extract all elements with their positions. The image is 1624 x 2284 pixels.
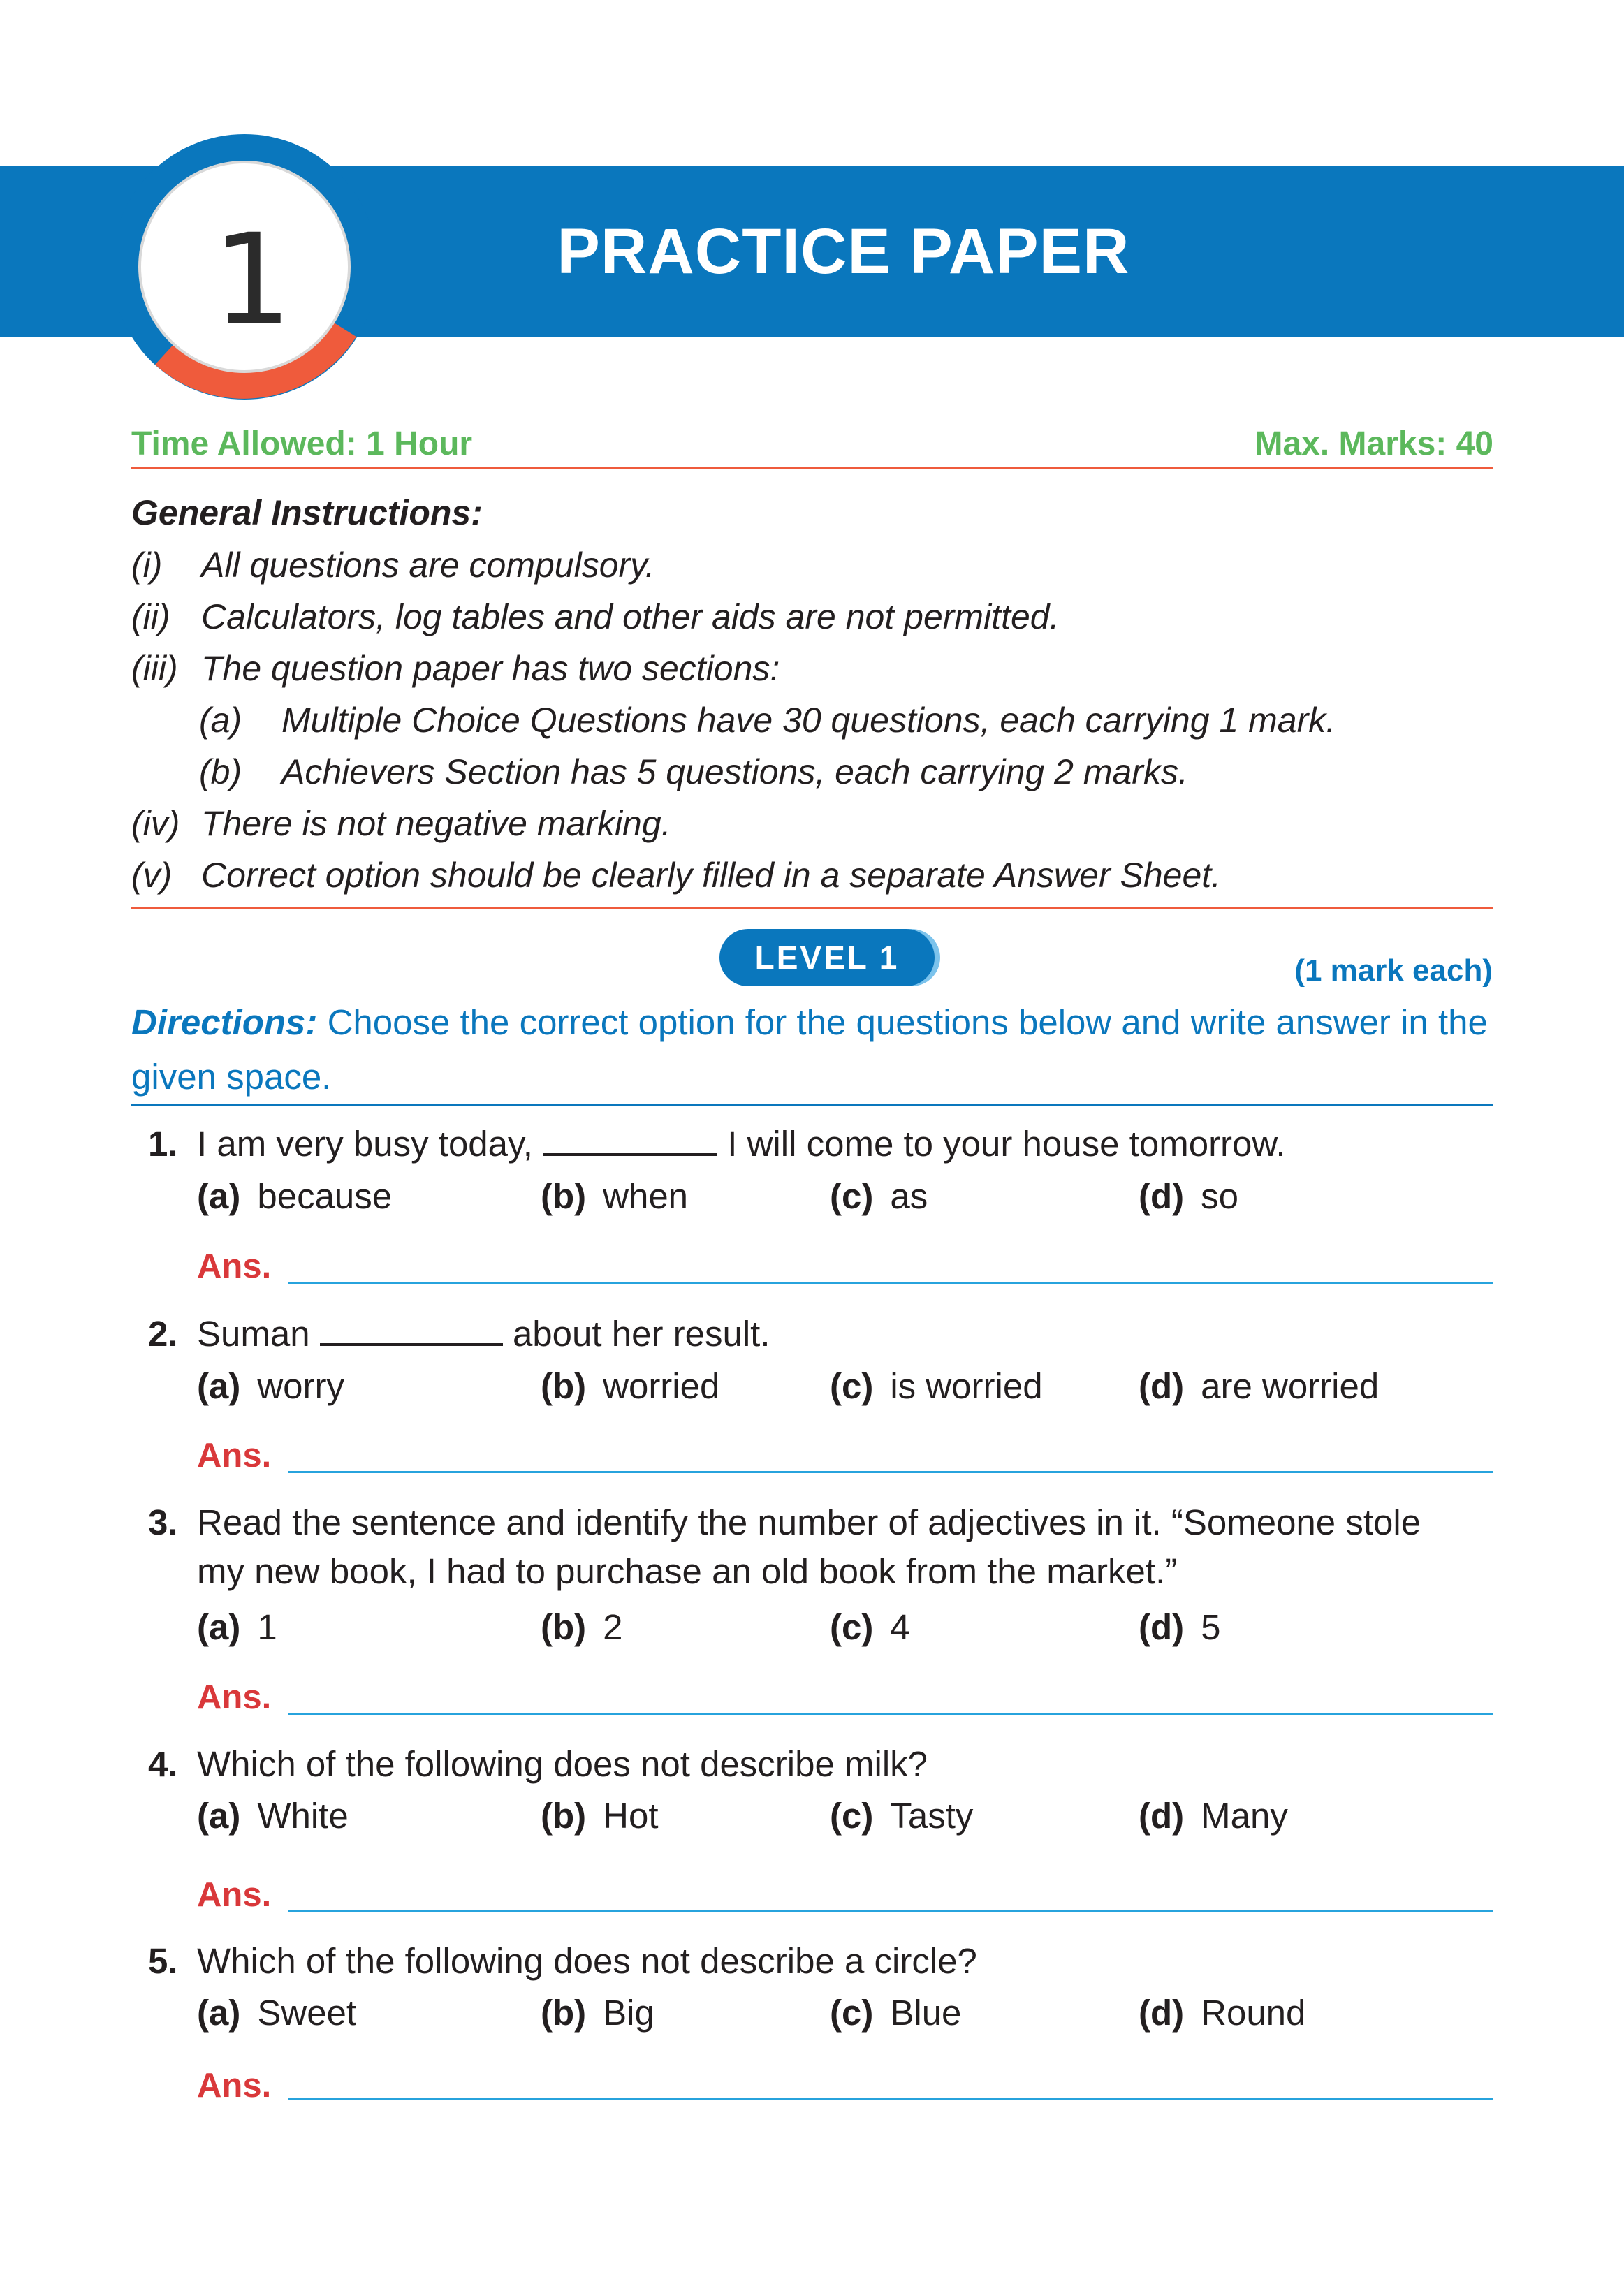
question-4: 4. Which of the following does not describe milk?	[148, 1744, 928, 1784]
paper-number: 1	[212, 207, 293, 353]
option-text: are worried	[1201, 1366, 1380, 1406]
option-a[interactable]	[197, 1992, 356, 2033]
option-c[interactable]	[830, 1176, 928, 1217]
option-text: Sweet	[257, 1993, 357, 2033]
question-1-options	[197, 1176, 1493, 1229]
option-letter: (d)	[1139, 1176, 1185, 1216]
option-text: because	[257, 1176, 393, 1216]
option-d[interactable]	[1139, 1795, 1288, 1836]
answer-line[interactable]	[288, 1910, 1493, 1912]
directions	[131, 995, 1493, 1104]
option-letter: (a)	[197, 1796, 241, 1836]
option-letter: (a)	[197, 1993, 241, 2033]
answer-line[interactable]	[288, 1713, 1493, 1715]
meta-row	[131, 419, 1493, 468]
option-letter: (a)	[197, 1366, 241, 1406]
option-text: Tasty	[890, 1796, 974, 1836]
option-text: as	[890, 1176, 928, 1216]
question-3: 3. Read the sentence and identify the number of adjectives in it. “Someone stole	[148, 1502, 1421, 1542]
divider	[131, 467, 1493, 469]
option-letter: (d)	[1139, 1796, 1185, 1836]
option-a[interactable]	[197, 1176, 392, 1217]
max-marks: Max. Marks: 40	[1254, 425, 1493, 462]
option-text: Blue	[890, 1993, 962, 2033]
divider	[131, 907, 1493, 909]
question-2: 2. Suman about her result.	[148, 1308, 1493, 1361]
option-text: when	[603, 1176, 689, 1216]
marks-per-question: (1 mark each)	[1294, 953, 1493, 988]
option-b[interactable]	[541, 1992, 654, 2033]
instruction-item: (iv) There is not negative marking.	[131, 804, 671, 843]
answer-blank	[543, 1121, 717, 1156]
option-d[interactable]	[1139, 1992, 1305, 2033]
option-text: 5	[1201, 1607, 1221, 1647]
question-3-continued: my new book, I had to purchase an old book from the market.”	[197, 1551, 1178, 1591]
question-5-options	[197, 1992, 1493, 2045]
instruction-item: (i) All questions are compulsory.	[131, 546, 655, 585]
option-letter: (c)	[830, 1176, 874, 1216]
instruction-item: (ii) Calculators, log tables and other aids are not permitted.	[131, 597, 1060, 636]
option-letter: (b)	[541, 1796, 587, 1836]
option-letter: (b)	[541, 1176, 587, 1216]
option-letter: (b)	[541, 1607, 587, 1647]
option-text: so	[1201, 1176, 1238, 1216]
option-a[interactable]	[197, 1795, 349, 1836]
instruction-item: (v) Correct option should be clearly filled in a separate Answer Sheet.	[131, 856, 1222, 895]
divider	[131, 1104, 1493, 1106]
answer-line[interactable]	[288, 1282, 1493, 1284]
directions-text: Choose the correct option for the questions below and write answer in the given space.	[131, 1002, 1488, 1097]
time-allowed: Time Allowed: 1 Hour	[131, 425, 473, 462]
option-c[interactable]	[830, 1606, 910, 1648]
option-text: 4	[890, 1607, 910, 1647]
option-c[interactable]	[830, 1795, 973, 1836]
answer-label: Ans.	[197, 2067, 272, 2104]
option-d[interactable]	[1139, 1606, 1221, 1648]
page-title: PRACTICE PAPER	[557, 215, 1130, 287]
option-b[interactable]	[541, 1176, 688, 1217]
option-letter: (a)	[197, 1176, 241, 1216]
option-text: Hot	[603, 1796, 659, 1836]
option-letter: (c)	[830, 1607, 874, 1647]
option-letter: (a)	[197, 1607, 241, 1647]
instruction-subitem: (a) Multiple Choice Questions have 30 questions, each carrying 1 mark.	[199, 701, 1336, 740]
option-letter: (c)	[830, 1796, 874, 1836]
answer-blank	[320, 1311, 503, 1346]
answer-line[interactable]	[288, 2098, 1493, 2100]
instruction-item: (iii) The question paper has two sections:	[131, 649, 780, 688]
instruction-subitem: (b) Achievers Section has 5 questions, each carrying 2 marks.	[199, 752, 1188, 791]
option-text: White	[257, 1796, 349, 1836]
option-text: worry	[257, 1366, 345, 1406]
answer-line[interactable]	[288, 1471, 1493, 1473]
option-letter: (d)	[1139, 1366, 1185, 1406]
option-letter: (b)	[541, 1993, 587, 2033]
answer-label: Ans.	[197, 1876, 272, 1914]
option-a[interactable]	[197, 1366, 344, 1407]
level-badge: LEVEL 1	[719, 929, 935, 986]
option-letter: (d)	[1139, 1607, 1185, 1647]
instructions-title: General Instructions:	[131, 493, 483, 532]
option-text: Big	[603, 1993, 654, 2033]
option-text: Many	[1201, 1796, 1288, 1836]
question-1: 1. I am very busy today, I will come to your house tomorrow.	[148, 1118, 1493, 1171]
answer-label: Ans.	[197, 1678, 272, 1716]
option-b[interactable]	[541, 1606, 623, 1648]
question-4-options	[197, 1795, 1493, 1848]
option-a[interactable]	[197, 1606, 277, 1648]
option-d[interactable]	[1139, 1366, 1379, 1407]
option-text: Round	[1201, 1993, 1306, 2033]
option-letter: (c)	[830, 1366, 874, 1406]
question-5: 5. Which of the following does not describe a circle?	[148, 1941, 977, 1981]
question-3-options	[197, 1606, 1493, 1660]
option-text: is worried	[890, 1366, 1043, 1406]
option-text: 1	[257, 1607, 277, 1647]
option-text: worried	[603, 1366, 720, 1406]
option-text: 2	[603, 1607, 623, 1647]
answer-label: Ans.	[197, 1437, 272, 1474]
option-d[interactable]	[1139, 1176, 1238, 1217]
option-c[interactable]	[830, 1992, 961, 2033]
option-b[interactable]	[541, 1366, 719, 1407]
directions-label: Directions:	[131, 1002, 318, 1042]
option-letter: (d)	[1139, 1993, 1185, 2033]
question-2-options	[197, 1366, 1493, 1419]
option-b[interactable]	[541, 1795, 659, 1836]
option-letter: (b)	[541, 1366, 587, 1406]
option-c[interactable]	[830, 1366, 1043, 1407]
option-letter: (c)	[830, 1993, 874, 2033]
answer-label: Ans.	[197, 1247, 272, 1285]
